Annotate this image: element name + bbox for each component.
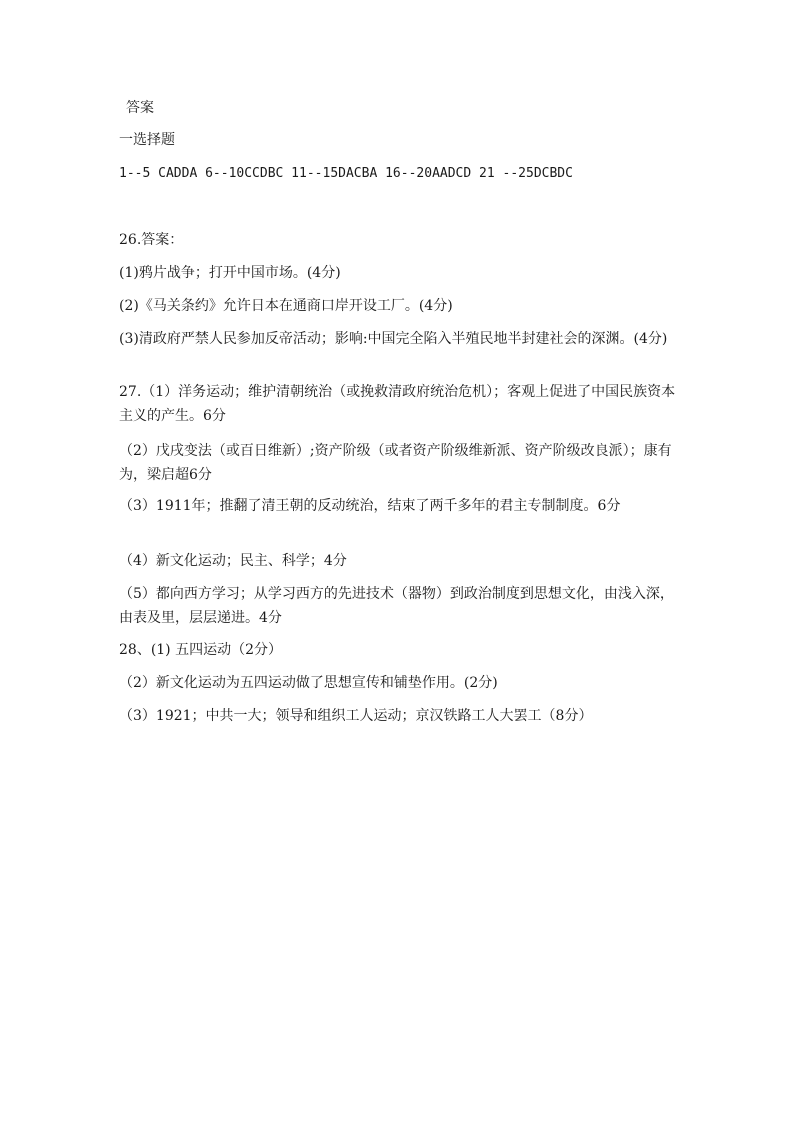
answer-heading: 答案 <box>126 100 154 116</box>
q27-part1: 27.（1）洋务运动；维护清朝统治（或挽救清政府统治危机）；客观上促进了中国民族资本主义的产生。6分 <box>119 384 676 424</box>
q27-part4: （4）新文化运动；民主、科学；4分 <box>119 553 347 569</box>
choice-answers: 1--5 CADDA 6--10CCDBC 11--15DACBA 16--20AADCD 21 --25DCBDC <box>119 166 573 181</box>
q26-title: 26.答案： <box>119 232 184 248</box>
q27-part2: （2）戊戌变法（或百日维新）;资产阶级（或者资产阶级维新派、资产阶级改良派）；康有为，梁启超6分 <box>119 443 672 483</box>
q28-part1: 28、(1) 五四运动（2分） <box>119 642 283 658</box>
q26-part1: (1)鸦片战争；打开中国市场。(4分) <box>119 265 341 281</box>
q28-part2: （2）新文化运动为五四运动做了思想宣传和铺垫作用。(2分) <box>119 675 498 691</box>
q28-part3: （3）1921；中共一大；领导和组织工人运动；京汉铁路工人大罢工（8分） <box>119 708 593 724</box>
q26-part3: (3)清政府严禁人民参加反帝活动；影响:中国完全陷入半殖民地半封建社会的深渊。(4分) <box>119 331 668 347</box>
q27-part3: （3）1911年；推翻了清王朝的反动统治，结束了两千多年的君主专制制度。6分 <box>119 498 621 514</box>
section-choice-title: 一选择题 <box>119 132 175 148</box>
q27-part5: （5）都向西方学习；从学习西方的先进技术（器物）到政治制度到思想文化，由浅入深，由表及里，层层递进。4分 <box>119 586 674 626</box>
q26-part2: (2)《马关条约》允许日本在通商口岸开设工厂。(4分) <box>119 298 453 314</box>
